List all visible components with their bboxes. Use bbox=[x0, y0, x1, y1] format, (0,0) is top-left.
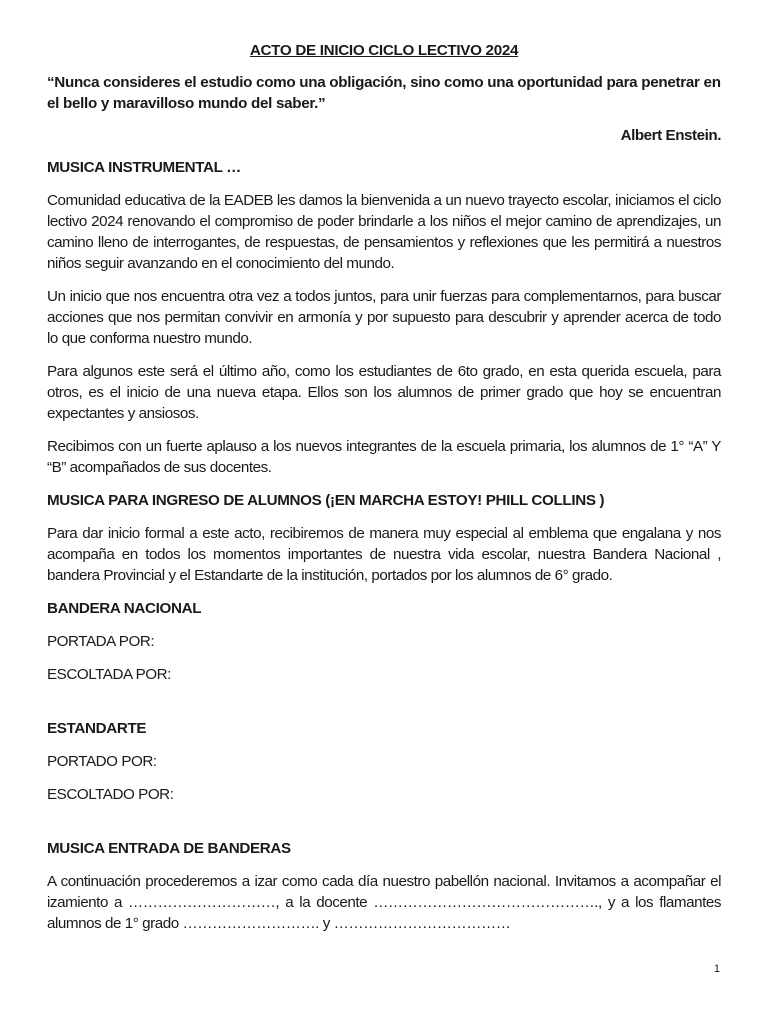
heading-estandarte: ESTANDARTE bbox=[47, 720, 147, 737]
document-page bbox=[47, 40, 721, 946]
paragraph-together: Un inicio que nos encuentra otra vez a todos juntos, para unir fuerzas para complementarnos, para buscar acciones que nos permitan convivir en armonía y por supuesto para descubrir y aprender acerca de todo lo que conforma nuestro mundo. bbox=[47, 288, 721, 347]
blank-gap bbox=[47, 697, 721, 718]
page-number: 1 bbox=[713, 963, 720, 975]
paragraph-izamiento: A continuación procederemos a izar como cada día nuestro pabellón nacional. Invitamos a acompañar el izamiento a …………………………, a la docente ………………………………………., y a los flamantes alumnos de 1° grado ………………………. y ……………………………… bbox=[47, 873, 721, 932]
estandarte-portado-line: PORTADO POR: bbox=[47, 753, 157, 770]
paragraph-applause: Recibimos con un fuerte aplauso a los nuevos integrantes de la escuela primaria, los alumnos de 1° “A” Y “B” acompañados de sus docentes. bbox=[47, 438, 721, 476]
paragraph-last-year: Para algunos este será el último año, como los estudiantes de 6to grado, en esta querida escuela, para otros, es el inicio de una nueva etapa. Ellos son los alumnos de primer grado que hoy se encuentran expectantes y ansiosos. bbox=[47, 363, 721, 422]
heading-music-instrumental: MUSICA INSTRUMENTAL … bbox=[47, 159, 242, 176]
paragraph-welcome: Comunidad educativa de la EADEB les damos la bienvenida a un nuevo trayecto escolar, iniciamos el ciclo lectivo 2024 renovando el compromiso de poder brindarle a los niños el mejor camino de aprendizajes, un camino lleno de interrogantes, de respuestas, de pensamientos y reflexiones que les permitirá a nuestros niños seguir avanzando en el conocimiento del mundo. bbox=[47, 192, 721, 272]
opening-quote: “Nunca consideres el estudio como una obligación, sino como una oportunidad para penetrar en el bello y maravilloso mundo del saber.” bbox=[47, 74, 721, 112]
heading-music-entrada: MUSICA ENTRADA DE BANDERAS bbox=[47, 840, 291, 857]
heading-bandera-nacional: BANDERA NACIONAL bbox=[47, 600, 202, 617]
blank-gap bbox=[47, 817, 721, 838]
estandarte-escoltado-line: ESCOLTADO POR: bbox=[47, 786, 174, 803]
document-title: ACTO DE INICIO CICLO LECTIVO 2024 bbox=[249, 42, 519, 59]
heading-music-ingreso: MUSICA PARA INGRESO DE ALUMNOS (¡EN MARCHA ESTOY! PHILL COLLINS ) bbox=[47, 492, 605, 509]
quote-author: Albert Enstein. bbox=[620, 127, 721, 144]
bandera-portada-line: PORTADA POR: bbox=[47, 633, 155, 650]
bandera-escoltada-line: ESCOLTADA POR: bbox=[47, 666, 171, 683]
paragraph-flags: Para dar inicio formal a este acto, recibiremos de manera muy especial al emblema que engalana y nos acompaña en todos los momentos importantes de nuestra vida escolar, nuestra Bandera Nacional , bandera Provincial y el Estandarte de la institución, portados por los alumnos de 6° grado. bbox=[47, 525, 721, 584]
